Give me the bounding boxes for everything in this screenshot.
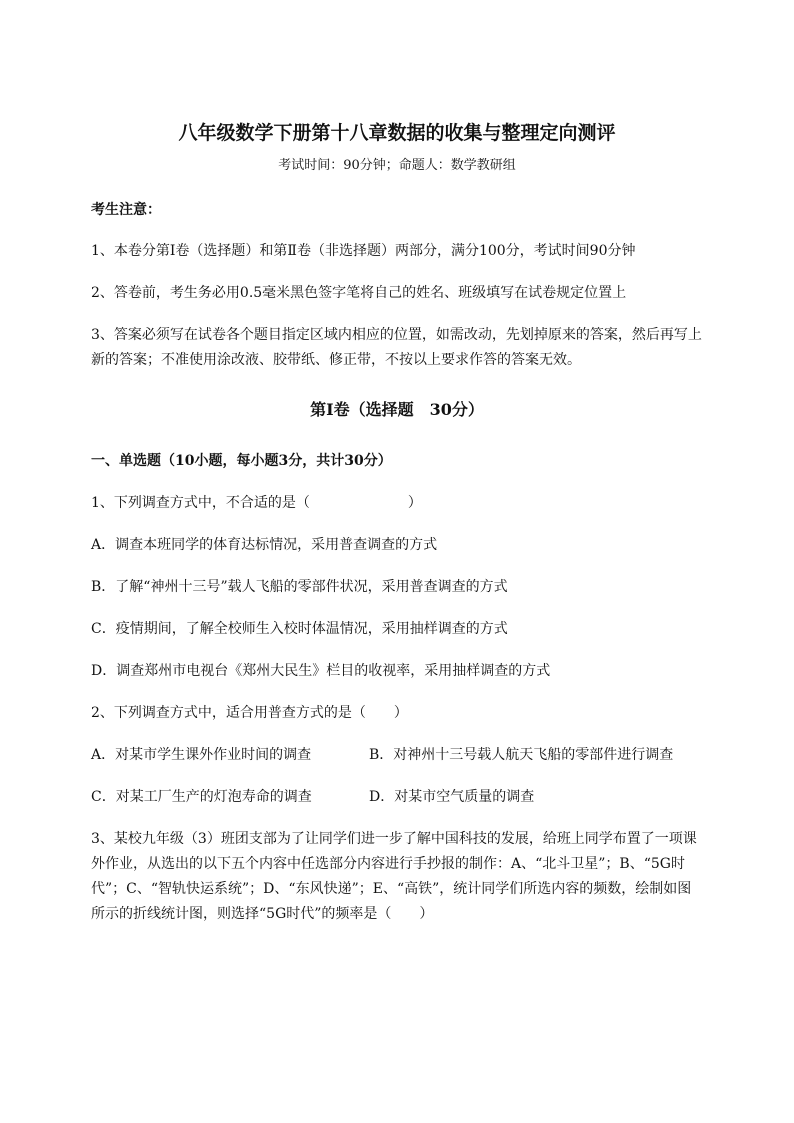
- notice-item-3: 3、答案必须写在试卷各个题目指定区域内相应的位置，如需改动，先划掉原来的答案，然后再写上新的答案；不准使用涂改液、胶带纸、修正带，不按以上要求作答的答案无效。: [91, 327, 702, 368]
- question-2-option-c: C．对某工厂生产的灯泡寿命的调查: [91, 789, 312, 805]
- question-2-option-a: A．对某市学生课外作业时间的调查: [91, 747, 312, 763]
- question-1-option-c: C．疫情期间，了解全校师生入校时体温情况，采用抽样调查的方式: [91, 621, 508, 637]
- question-2-stem: 2、下列调查方式中，适合用普查方式的是（ ）: [91, 705, 408, 721]
- section-title: 第I卷（选择题 30分）: [310, 400, 484, 419]
- question-1-option-b: B．了解“神州十三号”载人飞船的零部件状况，采用普查调查的方式: [91, 579, 508, 595]
- part-heading: 一、单选题（10小题，每小题3分，共计30分）: [91, 453, 392, 469]
- notice-heading: 考生注意：: [91, 202, 161, 218]
- notice-item-2: 2、答卷前，考生务必用0.5毫米黑色签字笔将自己的姓名、班级填写在试卷规定位置上: [91, 285, 627, 301]
- question-1-option-a: A．调查本班同学的体育达标情况，采用普查调查的方式: [91, 537, 438, 553]
- question-2-option-d: D．对某市空气质量的调查: [369, 789, 535, 805]
- question-1-option-d: D．调查郑州市电视台《郑州大民生》栏目的收视率，采用抽样调查的方式: [91, 663, 551, 679]
- exam-info: 考试时间：90分钟；命题人：数学教研组: [278, 158, 516, 173]
- question-2-option-b: B．对神州十三号载人航天飞船的零部件进行调查: [369, 747, 674, 763]
- page-title: 八年级数学下册第十八章数据的收集与整理定向测评: [178, 122, 616, 144]
- question-3-stem: 3、某校九年级（3）班团支部为了让同学们进一步了解中国科技的发展，给班上同学布置了一项课外作业，从选出的以下五个内容中任选部分内容进行手抄报的制作：A、“北斗卫星”；B、“5G时代”；C、“智轨快运系统”；D、“东风快递”；E、“高铁”，统计同学们所选内容的频数，绘制如图所示的折线统计图，则选择“5G时代”的频率是（ ）: [91, 831, 697, 922]
- notice-item-1: 1、本卷分第I卷（选择题）和第Ⅱ卷（非选择题）两部分，满分100分，考试时间90分钟: [91, 243, 636, 259]
- question-1-stem: 1、下列调查方式中，不合适的是（ ）: [91, 495, 422, 511]
